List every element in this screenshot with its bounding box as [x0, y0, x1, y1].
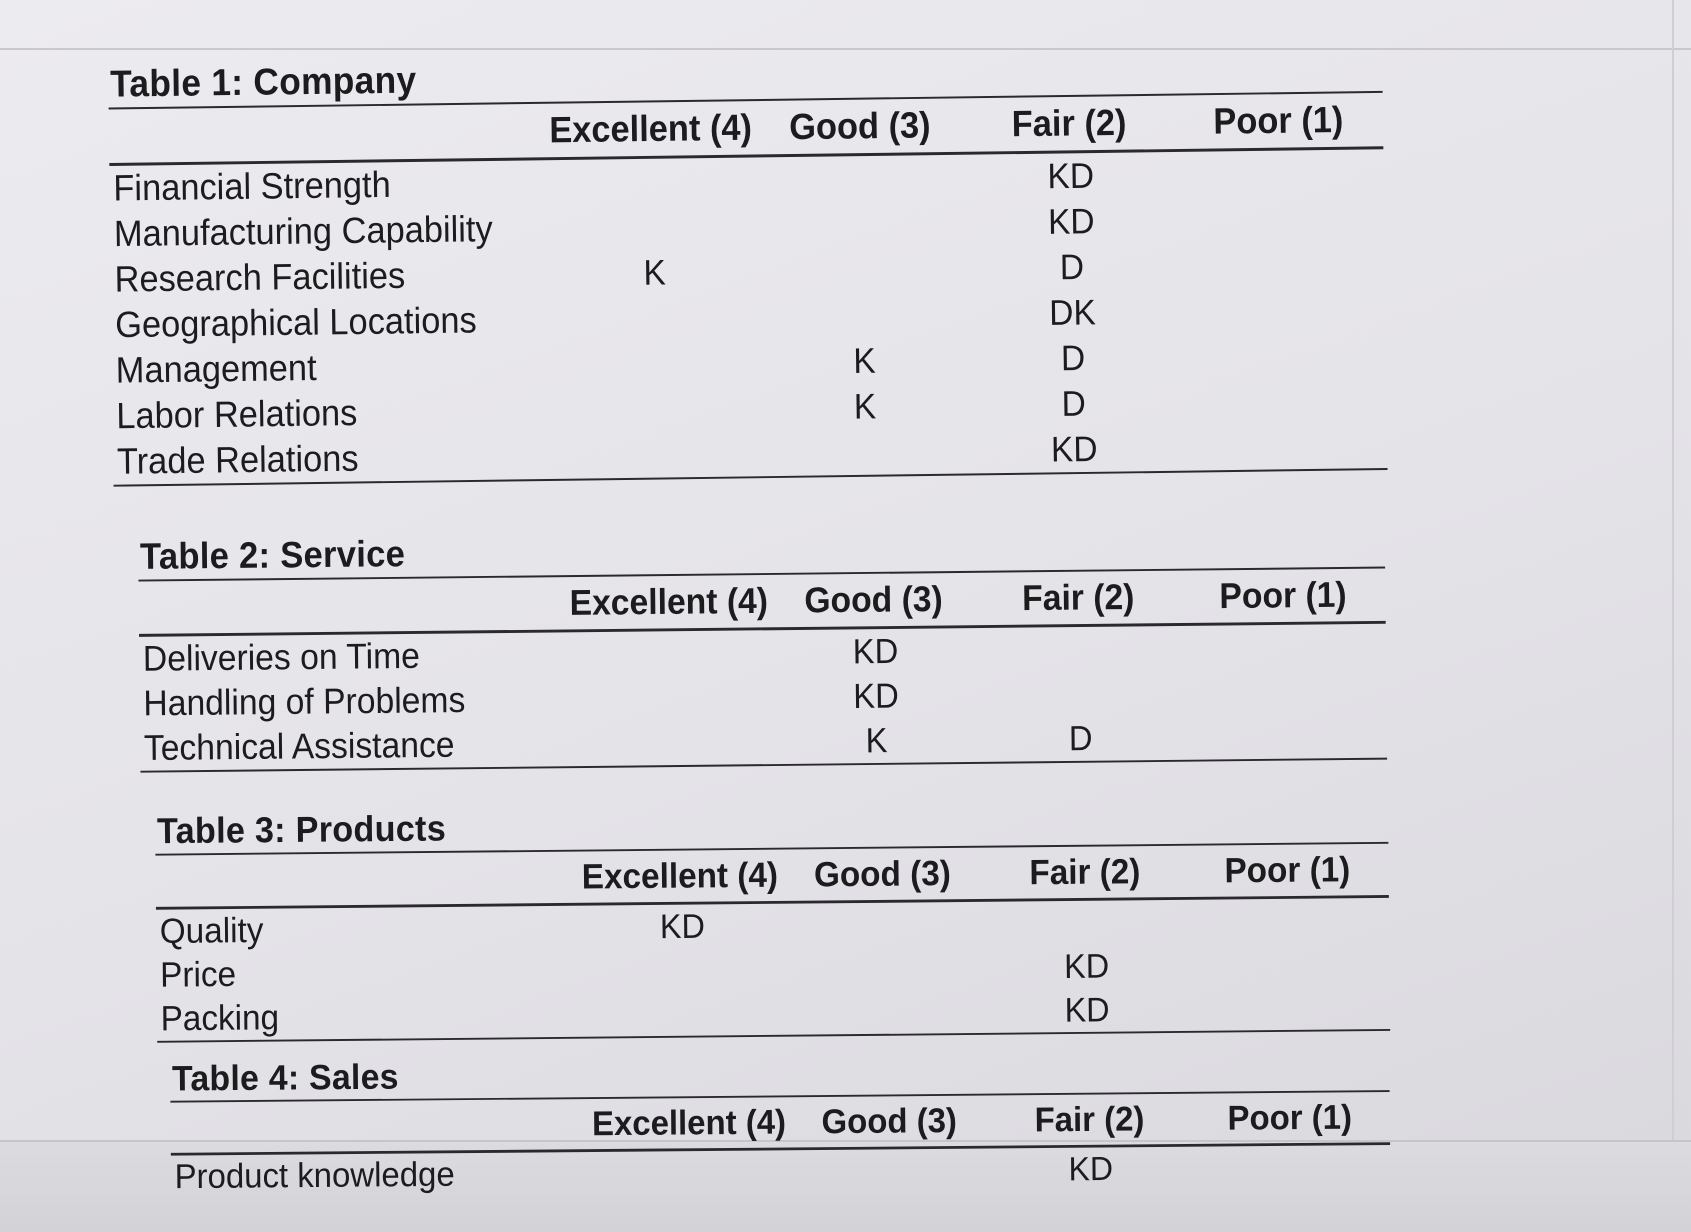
- table-company: [108, 45, 1388, 486]
- page-edge-right: [1672, 0, 1674, 1140]
- cell-excellent: [551, 317, 760, 320]
- header-blank: [109, 131, 546, 137]
- row-label: Manufacturing Capability: [113, 208, 493, 254]
- row-label: Financial Strength: [113, 164, 391, 209]
- cell-excellent: [570, 742, 774, 744]
- table-title: Table 1: Company: [109, 59, 417, 106]
- header-fair: Fair (2): [1034, 1099, 1145, 1139]
- header-excellent: Excellent (4): [591, 1102, 787, 1143]
- cell-excellent: [582, 1013, 784, 1015]
- cell-fair: KD: [1047, 200, 1095, 242]
- cell-good: KD: [853, 675, 899, 716]
- cell-excellent: [550, 226, 759, 229]
- cell-fair: D: [1060, 337, 1086, 379]
- header-excellent: Excellent (4): [581, 855, 779, 897]
- cell-good: [791, 1170, 991, 1172]
- cell-excellent: [552, 362, 761, 365]
- cell-excellent: KD: [659, 906, 706, 946]
- cell-excellent: [569, 653, 773, 655]
- row-label: Price: [159, 954, 237, 995]
- table-title: Table 4: Sales: [171, 1057, 399, 1099]
- header-poor: Poor (1): [1227, 1097, 1353, 1138]
- header-blank: [156, 877, 579, 881]
- cell-good: [761, 451, 970, 454]
- cell-fair: [978, 693, 1182, 695]
- header-good: Good (3): [804, 578, 943, 621]
- cell-excellent: K: [643, 251, 667, 293]
- cell-poor: [1182, 691, 1386, 693]
- table-body: [109, 149, 1387, 486]
- header-fair: Fair (2): [1011, 102, 1127, 145]
- cell-poor: [1188, 963, 1390, 965]
- row-label: Technical Assistance: [143, 724, 455, 768]
- header-poor: Poor (1): [1219, 574, 1347, 616]
- table-sales: [170, 1047, 1390, 1198]
- cell-fair: KD: [1047, 155, 1095, 197]
- cell-fair: KD: [1050, 428, 1098, 470]
- row-label: Deliveries on Time: [142, 635, 421, 679]
- cell-good: [759, 269, 968, 272]
- cell-good: [758, 223, 967, 226]
- cell-good: [783, 924, 985, 926]
- cell-poor: [1176, 263, 1385, 266]
- cell-poor: [1176, 218, 1385, 221]
- header-excellent: Excellent (4): [569, 580, 769, 623]
- cell-poor: [1177, 354, 1386, 357]
- cell-good: KD: [852, 630, 899, 672]
- row-label: Geographical Locations: [114, 299, 477, 346]
- cell-excellent: [592, 1172, 792, 1174]
- cell-fair: [978, 648, 1182, 650]
- header-fair: Fair (2): [1029, 851, 1141, 892]
- header-good: Good (3): [813, 853, 952, 894]
- cell-fair: D: [1059, 246, 1085, 288]
- header-blank: [171, 1124, 589, 1128]
- cell-fair: D: [1068, 718, 1093, 759]
- table-body: [156, 898, 1390, 1043]
- cell-good: [784, 1011, 986, 1013]
- cell-poor: [1178, 400, 1387, 403]
- cell-excellent: [570, 697, 774, 699]
- row-label: Research Facilities: [114, 255, 406, 300]
- header-good: Good (3): [821, 1101, 958, 1141]
- cell-excellent: [549, 180, 758, 183]
- cell-poor: [1187, 920, 1389, 922]
- header-poor: Poor (1): [1224, 849, 1351, 890]
- row-label: Labor Relations: [116, 392, 358, 437]
- cell-fair: KD: [1063, 946, 1110, 986]
- cell-fair: KD: [1068, 1149, 1114, 1188]
- table-service: [138, 522, 1387, 773]
- table-title: Table 3: Products: [156, 809, 447, 852]
- cell-fair: [985, 922, 1187, 924]
- cell-excellent: [552, 408, 761, 411]
- row-label: Management: [115, 347, 317, 391]
- cell-poor: [1191, 1166, 1391, 1168]
- table-title: Table 2: Service: [139, 534, 406, 578]
- table-body: [139, 624, 1387, 773]
- cell-good: [758, 177, 967, 180]
- cell-good: K: [853, 385, 877, 427]
- cell-good: K: [865, 720, 888, 761]
- header-fair: Fair (2): [1021, 576, 1135, 618]
- cell-fair: D: [1061, 382, 1087, 424]
- cell-poor: [1175, 172, 1384, 175]
- row-label: Product knowledge: [174, 1155, 455, 1196]
- header-blank: [139, 603, 567, 607]
- cell-poor: [1183, 735, 1387, 737]
- table-products: [155, 798, 1390, 1043]
- cell-excellent: [582, 969, 784, 971]
- cell-good: K: [853, 340, 876, 381]
- row-label: Handling of Problems: [143, 679, 466, 724]
- header-good: Good (3): [788, 104, 931, 148]
- cell-poor: [1177, 309, 1386, 312]
- cell-excellent: [553, 453, 762, 456]
- cell-poor: [1188, 1007, 1390, 1009]
- header-poor: Poor (1): [1213, 99, 1344, 142]
- cell-poor: [1179, 445, 1388, 448]
- row-label: Packing: [160, 997, 280, 1038]
- cell-fair: DK: [1048, 291, 1097, 333]
- cell-poor: [1182, 646, 1386, 648]
- row-label: Quality: [159, 910, 264, 951]
- cell-good: [760, 314, 969, 317]
- cell-good: [784, 967, 986, 969]
- page-edge-top: [0, 48, 1691, 50]
- cell-fair: KD: [1064, 989, 1110, 1030]
- row-label: Trade Relations: [116, 437, 359, 482]
- header-excellent: Excellent (4): [549, 107, 753, 151]
